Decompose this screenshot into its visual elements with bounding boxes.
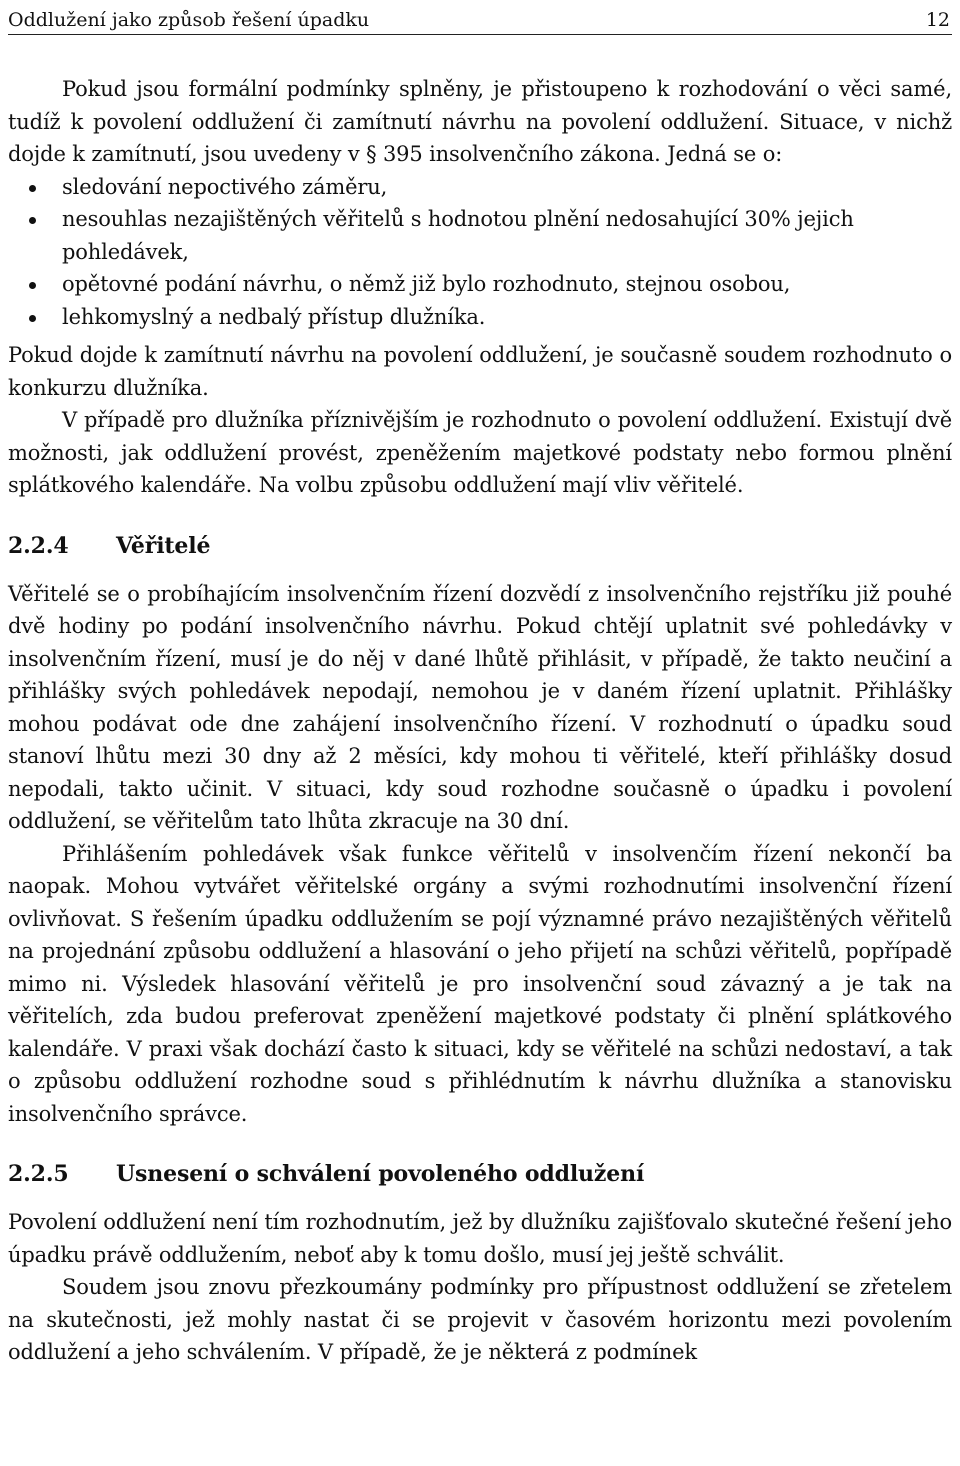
paragraph: Přihlášením pohledávek však funkce věřitelů v insolvenčím řízení nekončí ba naopak. Mohou vytvářet věřitelské orgány a svými rozhodnutími insolvenční řízení ovlivňovat. S řešením úpadku oddlužením se pojí významné právo nezajištěných věřitelů na projednání způsobu oddlužení a hlasování o jeho přijetí na schůzi věřitelů, popřípadě mimo ni. Výsledek hlasování věřitelů je pro insolvenční soud závazný a je tak na věřitelích, zda budou preferovat zpeněžení majetkové podstaty či plnění splátkového kalendáře. V praxi však dochází často k situaci, kdy se věřitelé na schůzi nedostaví, a tak o způsobu oddlužení rozhodne soud s přihlédnutím k návrhu dlužníka a stanovisku insolvenčního správce. <box>8 841 952 1126</box>
paragraph: Soudem jsou znovu přezkoumány podmínky pro přípustnost oddlužení se zřetelem na skutečnosti, jež mohly nastat či se projevit v časovém horizontu mezi povolením oddlužení a jeho schválením. V případě, že je některá z podmínek <box>8 1275 952 1364</box>
section-number: 2.2.5 <box>8 1161 69 1187</box>
page-number: 12 <box>925 9 950 31</box>
bullet-list <box>8 171 952 334</box>
list-item: opětovné podání návrhu, o němž již bylo rozhodnuto, stejnou osobou, <box>62 268 952 301</box>
section-heading <box>8 1158 952 1190</box>
paragraph: Povolení oddlužení není tím rozhodnutím, jež by dlužníku zajišťovalo skutečné řešení jeho úpadku právě oddlužením, neboť aby k tomu došlo, musí jej ještě schválit. <box>8 1210 952 1267</box>
section-title: Usnesení o schválení povoleného oddlužení <box>116 1161 645 1187</box>
section-number: 2.2.4 <box>8 532 69 559</box>
list-item: sledování nepoctivého záměru, <box>62 171 952 204</box>
list-item: lehkomyslný a nedbalý přístup dlužníka. <box>62 301 952 334</box>
section-heading <box>8 530 952 562</box>
paragraph: Věřitelé se o probíhajícím insolvenčním řízení dozvědí z insolvenčního rejstříku již pouhé dvě hodiny po podání insolvenčního návrhu. Pokud chtějí uplatnit své pohledávky v insolvenčním řízení, musí je do něj v dané lhůtě přihlásit, v případě, že takto neučiní a přihlášky svých pohledávek nepodají, nemohou je v daném řízení uplatnit. Přihlášky mohou podávat ode dne zahájení insolvenčního řízení. V rozhodnutí o úpadku soud stanoví lhůtu mezi 30 dny až 2 měsíci, kdy mohou ti věřitelé, kteří přihlášky dosud nepodali, takto učinit. V situaci, kdy soud rozhodne současně o úpadku i povolení oddlužení, se věřitelům tato lhůta zkracuje na 30 dní. <box>8 581 952 833</box>
section-title: Věřitelé <box>116 532 211 559</box>
page-content <box>8 35 952 1369</box>
running-header <box>8 0 952 35</box>
paragraph: Pokud dojde k zamítnutí návrhu na povolení oddlužení, je současně soudem rozhodnuto o konkurzu dlužníka. <box>8 343 952 400</box>
paragraph: V případě pro dlužníka příznivějším je rozhodnuto o povolení oddlužení. Existují dvě možnosti, jak oddlužení provést, zpeněžením majetkové podstaty nebo formou plnění splátkového kalendáře. Na volbu způsobu oddlužení mají vliv věřitelé. <box>8 408 952 497</box>
paragraph: Pokud jsou formální podmínky splněny, je přistoupeno k rozhodování o věci samé, tudíž k povolení oddlužení či zamítnutí návrhu na povolení oddlužení. Situace, v nichž dojde k zamítnutí, jsou uvedeny v § 395 insolvenčního zákona. Jedná se o: <box>8 77 952 166</box>
list-item: nesouhlas nezajištěných věřitelů s hodnotou plnění nedosahující 30% jejich pohledávek, <box>62 203 952 268</box>
header-title: Oddlužení jako způsob řešení úpadku <box>8 9 370 31</box>
